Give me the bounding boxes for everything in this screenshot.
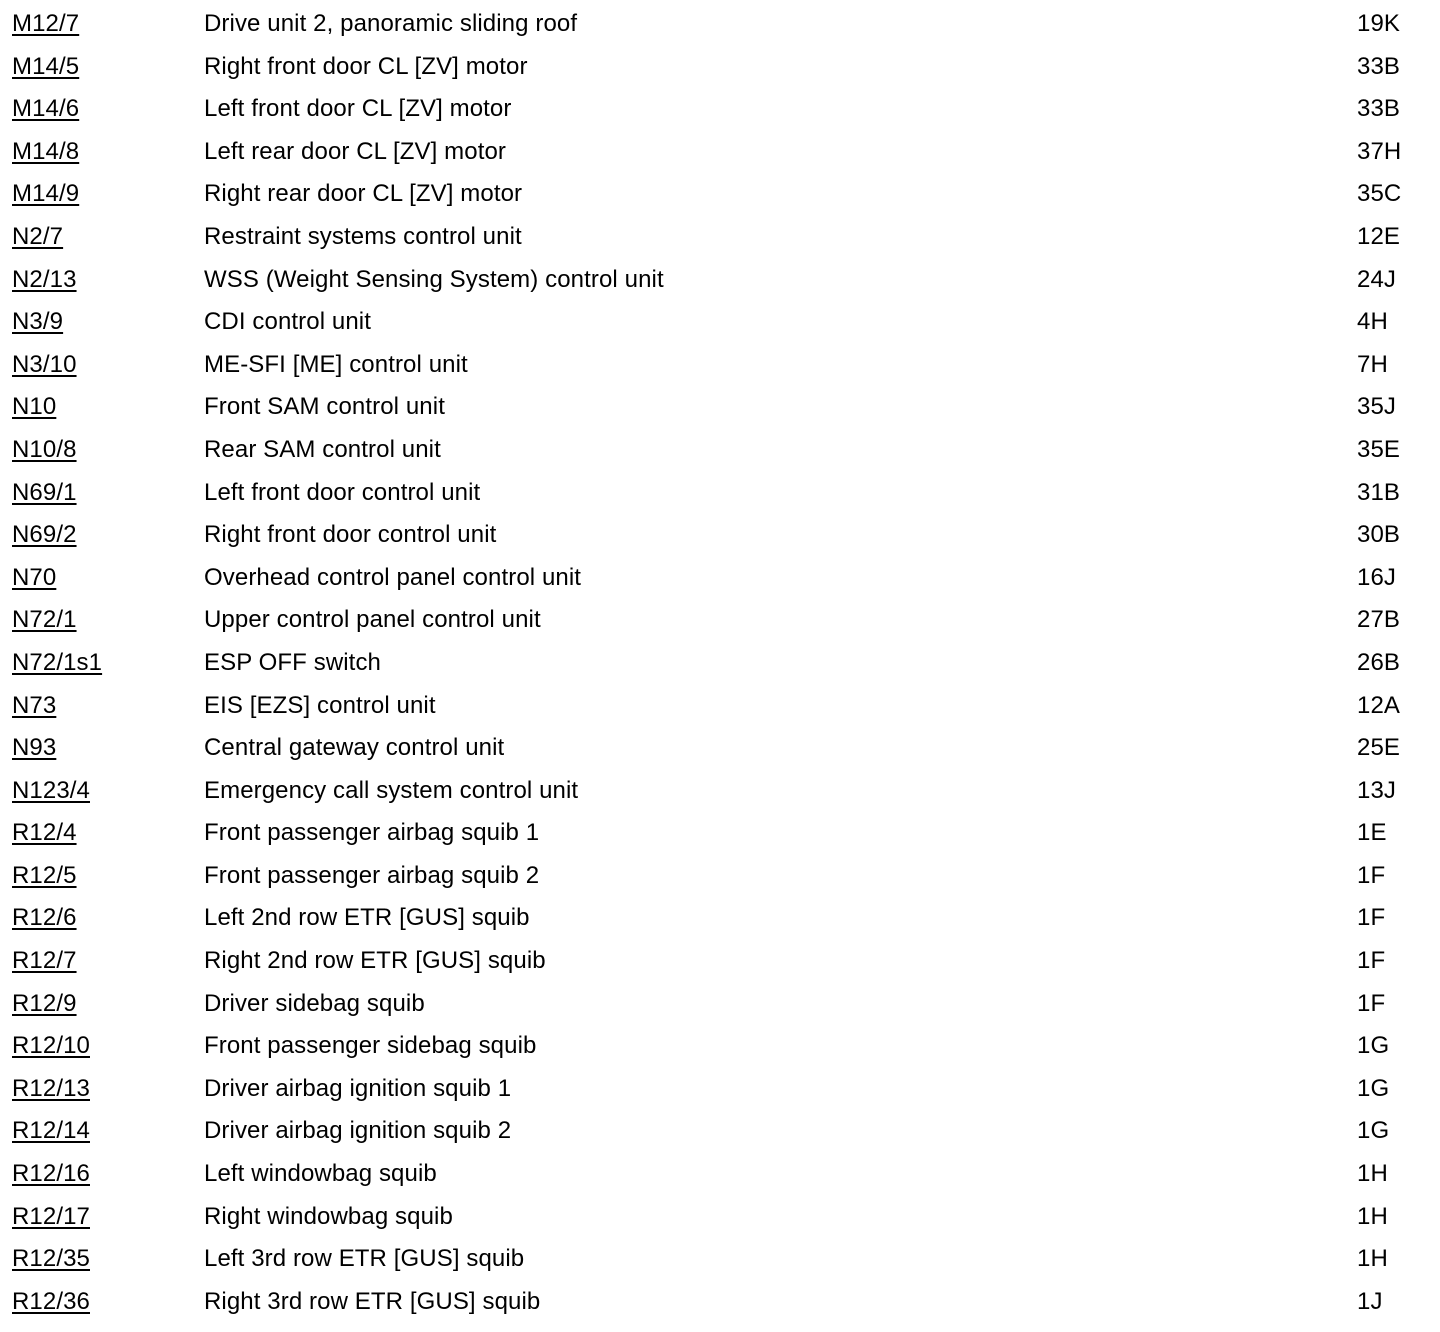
table-row	[0, 685, 1440, 728]
table-row	[0, 1153, 1440, 1196]
component-description: Upper control panel control unit	[204, 606, 541, 634]
component-description: Front passenger airbag squib 2	[204, 861, 540, 889]
component-description: Right 3rd row ETR [GUS] squib	[204, 1287, 541, 1315]
component-description: Left 3rd row ETR [GUS] squib	[204, 1245, 525, 1273]
component-code-link[interactable]: R12/35	[12, 1245, 90, 1273]
component-code-link[interactable]: N93	[12, 734, 57, 762]
table-row	[0, 301, 1440, 344]
component-description: ESP OFF switch	[204, 648, 381, 676]
table-row	[0, 514, 1440, 557]
grid-location: 1G	[1357, 1074, 1390, 1102]
component-legend-table	[0, 3, 1440, 1323]
table-row	[0, 1025, 1440, 1068]
table-row	[0, 557, 1440, 600]
table-row	[0, 940, 1440, 983]
grid-location: 13J	[1357, 776, 1396, 804]
component-code-link[interactable]: R12/13	[12, 1074, 90, 1102]
table-row	[0, 770, 1440, 813]
grid-location: 12E	[1357, 222, 1401, 250]
grid-location: 1E	[1357, 819, 1387, 847]
grid-location: 1J	[1357, 1287, 1383, 1315]
component-code-link[interactable]: N10/8	[12, 435, 77, 463]
component-description: Drive unit 2, panoramic sliding roof	[204, 10, 578, 37]
grid-location: 1F	[1357, 861, 1386, 889]
grid-location: 12A	[1357, 691, 1401, 719]
component-description: Right front door CL [ZV] motor	[204, 52, 528, 80]
component-description: Overhead control panel control unit	[204, 563, 582, 591]
grid-location: 24J	[1357, 265, 1396, 293]
component-code-link[interactable]: M14/9	[12, 180, 80, 208]
component-description: Front SAM control unit	[204, 393, 445, 421]
component-description: Right windowbag squib	[204, 1202, 453, 1230]
component-code-link[interactable]: M12/7	[12, 10, 80, 37]
grid-location: 19K	[1357, 10, 1401, 37]
grid-location: 7H	[1357, 350, 1388, 378]
component-code-link[interactable]: N2/7	[12, 222, 64, 250]
table-row	[0, 173, 1440, 216]
table-row	[0, 46, 1440, 89]
grid-location: 1H	[1357, 1202, 1388, 1230]
grid-location: 16J	[1357, 563, 1396, 591]
component-description: Left front door CL [ZV] motor	[204, 95, 512, 123]
table-row	[0, 344, 1440, 387]
table-row	[0, 855, 1440, 898]
table-row	[0, 1281, 1440, 1324]
component-code-link[interactable]: N69/1	[12, 478, 77, 506]
grid-location: 35E	[1357, 435, 1401, 463]
table-row	[0, 1238, 1440, 1281]
grid-location: 1F	[1357, 947, 1386, 975]
grid-location: 1H	[1357, 1245, 1388, 1273]
component-description: Restraint systems control unit	[204, 222, 522, 250]
component-description: Driver sidebag squib	[204, 989, 425, 1017]
table-row	[0, 386, 1440, 429]
table-row	[0, 472, 1440, 515]
component-description: Left 2nd row ETR [GUS] squib	[204, 904, 530, 932]
table-row	[0, 429, 1440, 472]
grid-location: 27B	[1357, 606, 1401, 634]
component-code-link[interactable]: N70	[12, 563, 57, 591]
component-code-link[interactable]: M14/6	[12, 95, 80, 123]
component-code-link[interactable]: R12/17	[12, 1202, 90, 1230]
grid-location: 25E	[1357, 734, 1401, 762]
grid-location: 4H	[1357, 308, 1388, 336]
component-code-link[interactable]: N69/2	[12, 521, 77, 549]
component-code-link[interactable]: N123/4	[12, 776, 90, 804]
grid-location: 1G	[1357, 1117, 1390, 1145]
table-row	[0, 1110, 1440, 1153]
component-code-link[interactable]: R12/7	[12, 947, 77, 975]
table-row	[0, 259, 1440, 302]
component-code-link[interactable]: N73	[12, 691, 57, 719]
table-row	[0, 88, 1440, 131]
component-code-link[interactable]: N72/1s1	[12, 648, 103, 676]
component-description: Right 2nd row ETR [GUS] squib	[204, 947, 546, 975]
component-code-link[interactable]: R12/36	[12, 1287, 90, 1315]
component-description: Front passenger sidebag squib	[204, 1032, 537, 1060]
grid-location: 1F	[1357, 989, 1386, 1017]
component-description: Left rear door CL [ZV] motor	[204, 137, 507, 165]
component-code-link[interactable]: R12/6	[12, 904, 77, 932]
component-description: Right rear door CL [ZV] motor	[204, 180, 523, 208]
component-description: Emergency call system control unit	[204, 776, 579, 804]
grid-location: 37H	[1357, 137, 1402, 165]
grid-location: 30B	[1357, 521, 1401, 549]
table-row	[0, 1196, 1440, 1239]
component-code-link[interactable]: N3/10	[12, 350, 77, 378]
table-row	[0, 1068, 1440, 1111]
grid-location: 33B	[1357, 95, 1401, 123]
component-description: Right front door control unit	[204, 521, 497, 549]
component-description: ME-SFI [ME] control unit	[204, 350, 468, 378]
grid-location: 1H	[1357, 1160, 1388, 1188]
component-code-link[interactable]: N10	[12, 393, 57, 421]
table-row	[0, 216, 1440, 259]
grid-location: 31B	[1357, 478, 1401, 506]
table-row	[0, 897, 1440, 940]
grid-location: 33B	[1357, 52, 1401, 80]
component-description: Left front door control unit	[204, 478, 481, 506]
table-row	[0, 599, 1440, 642]
table-row	[0, 812, 1440, 855]
component-code-link[interactable]: R12/14	[12, 1117, 90, 1145]
grid-location: 35C	[1357, 180, 1402, 208]
component-code-link[interactable]: M14/8	[12, 137, 80, 165]
component-description: Left windowbag squib	[204, 1160, 437, 1188]
grid-location: 26B	[1357, 648, 1401, 676]
component-code-link[interactable]: N72/1	[12, 606, 77, 634]
component-code-link[interactable]: R12/9	[12, 989, 77, 1017]
grid-location: 35J	[1357, 393, 1396, 421]
component-description: WSS (Weight Sensing System) control unit	[204, 265, 664, 293]
component-description: CDI control unit	[204, 308, 371, 336]
component-description: EIS [EZS] control unit	[204, 691, 436, 719]
component-description: Central gateway control unit	[204, 734, 505, 762]
table-row	[0, 131, 1440, 174]
component-code-link[interactable]: R12/4	[12, 819, 77, 847]
table-row	[0, 727, 1440, 770]
grid-location: 1G	[1357, 1032, 1390, 1060]
component-description: Front passenger airbag squib 1	[204, 819, 540, 847]
component-description: Driver airbag ignition squib 2	[204, 1117, 512, 1145]
component-code-link[interactable]: R12/5	[12, 861, 77, 889]
component-code-link[interactable]: N2/13	[12, 265, 77, 293]
table-row	[0, 3, 1440, 46]
component-code-link[interactable]: R12/10	[12, 1032, 90, 1060]
component-description: Rear SAM control unit	[204, 435, 441, 463]
table-row	[0, 983, 1440, 1026]
component-code-link[interactable]: N3/9	[12, 308, 64, 336]
component-code-link[interactable]: M14/5	[12, 52, 80, 80]
table-row	[0, 642, 1440, 685]
component-code-link[interactable]: R12/16	[12, 1160, 90, 1188]
grid-location: 1F	[1357, 904, 1386, 932]
component-description: Driver airbag ignition squib 1	[204, 1074, 512, 1102]
